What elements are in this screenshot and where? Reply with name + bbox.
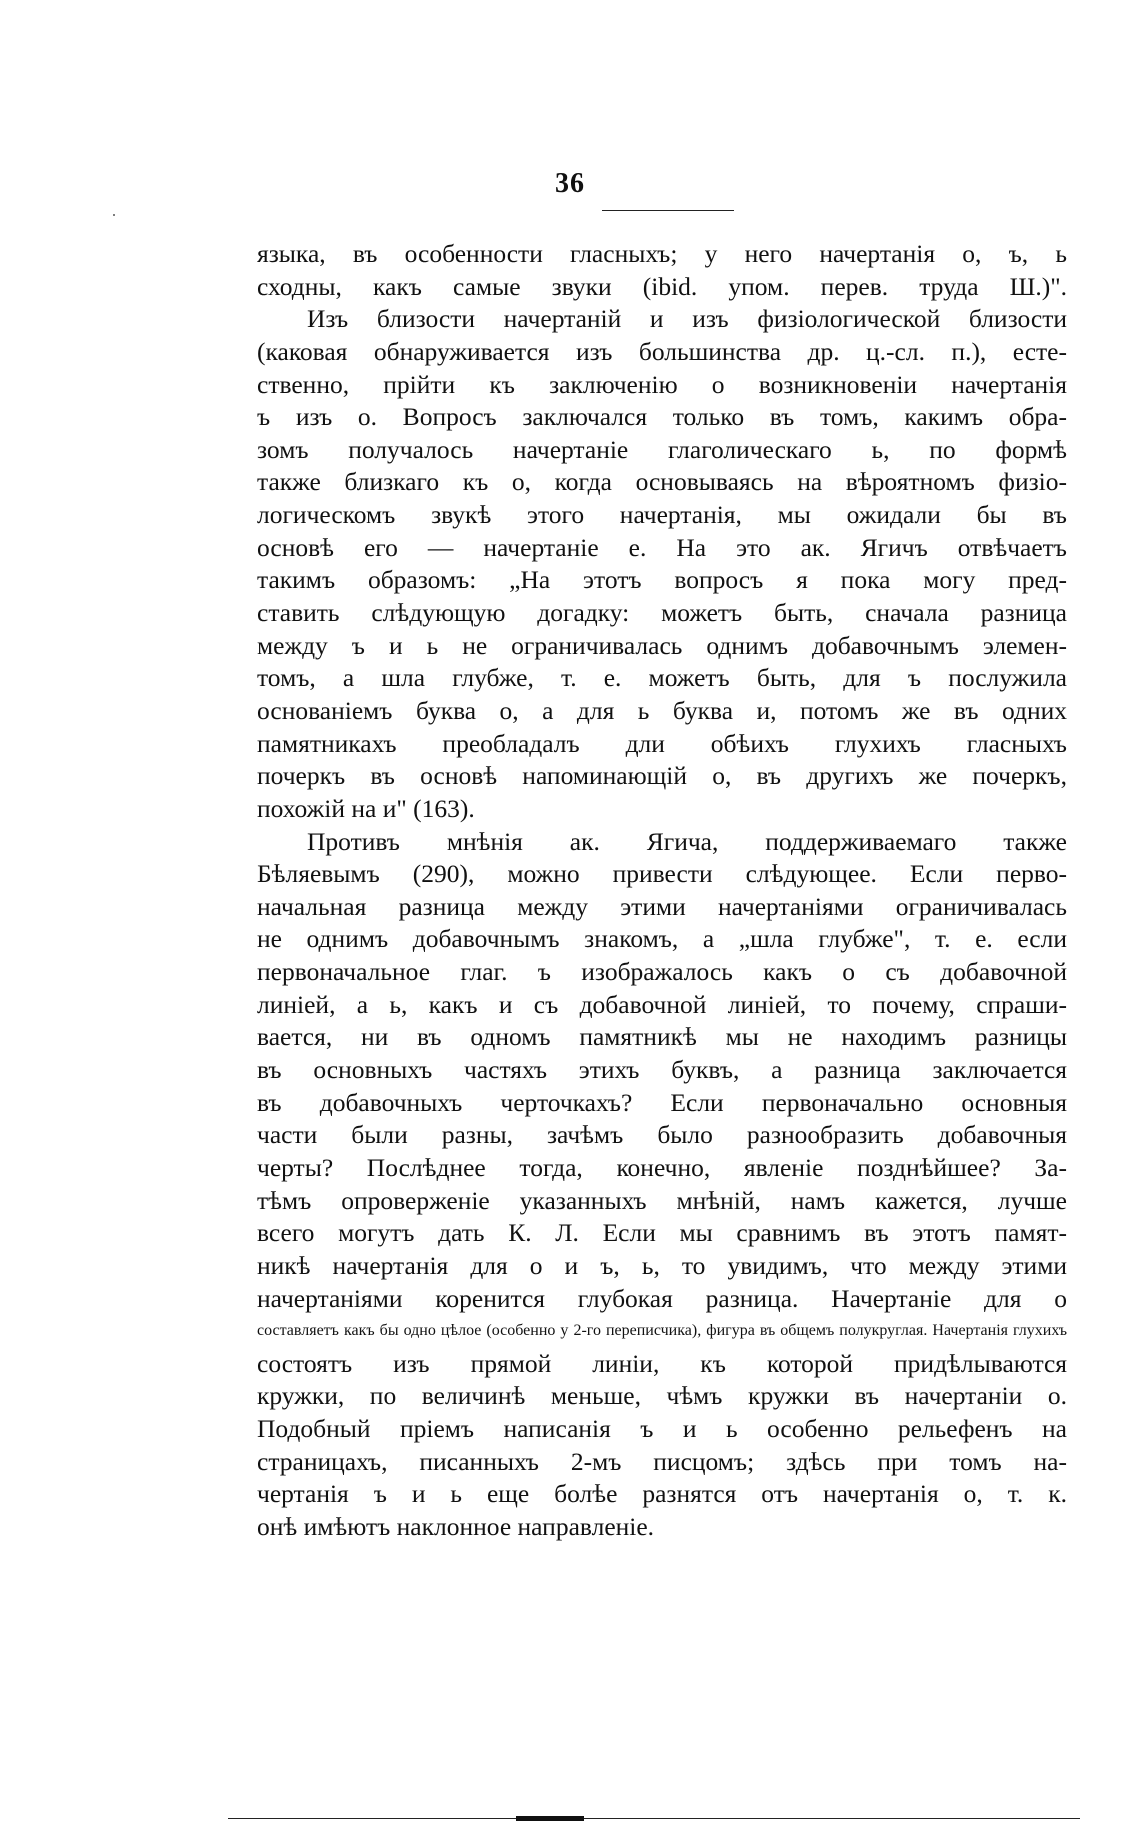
text-line: зомъ получалось начертаніе глаголическаго ь, по формѣ — [257, 434, 1067, 464]
text-line: страницахъ, писанныхъ 2-мъ писцомъ; здѣсь при томъ на- — [257, 1446, 1067, 1476]
text-line: основаніемъ буква о, а для ь буква и, потомъ же въ одних — [257, 695, 1067, 725]
text-line: начертаніями коренится глубокая разница. Начертаніе для о — [257, 1283, 1067, 1313]
text-line: начальная разница между этими начертаніями ограничивалась — [257, 891, 1067, 921]
body-text — [257, 238, 1067, 1544]
text-line: также близкаго къ о, когда основываясь на вѣроятномъ физіо- — [257, 467, 1067, 497]
text-line: томъ, а шла глубже, т. е. можетъ быть, для ъ послужила — [257, 663, 1067, 693]
text-line: части были разны, зачѣмъ было разнообразить добавочныя — [257, 1120, 1067, 1150]
text-line: всего могутъ дать К. Л. Если мы сравнимъ въ этотъ памят- — [257, 1218, 1067, 1248]
footer-mark — [516, 1816, 584, 1821]
text-line: Подобный пріемъ написанія ъ и ь особенно рельефенъ на — [257, 1414, 1067, 1444]
text-line: (каковая обнаруживается изъ большинства др. ц.-сл. п.), есте- — [257, 336, 1067, 366]
text-line: тѣмъ опроверженіе указанныхъ мнѣній, намъ кажется, лучше — [257, 1185, 1067, 1215]
text-line: логическомъ звукѣ этого начертанія, мы ожидали бы въ — [257, 500, 1067, 530]
text-line: языка, въ особенности гласныхъ; у него начертанія о, ъ, ь — [257, 239, 1067, 268]
text-line: линіей, а ь, какъ и съ добавочной линіей, то почему, спраши- — [257, 989, 1067, 1019]
text-line: вается, ни въ одномъ памятникѣ мы не находимъ разницы — [257, 1022, 1067, 1052]
text-line: составляетъ какъ бы одно цѣлое (особенно у 2-го переписчика), фигура въ общемъ полукруглая. Начертанія глухихъ — [257, 1322, 1067, 1340]
text-line: ственно, прійти къ заключенію о возникновеніи начертанія — [257, 369, 1067, 399]
text-line: кружки, по величинѣ меньше, чѣмъ кружки въ начертаніи о. — [257, 1381, 1067, 1411]
text-line: памятникахъ преобладалъ дли обѣихъ глухихъ гласныхъ — [257, 728, 1067, 758]
text-line: между ъ и ь не ограничивалась однимъ добавочнымъ элемен- — [257, 630, 1067, 660]
text-line: ъ изъ о. Вопросъ заключался только въ томъ, какимъ обра- — [257, 402, 1067, 432]
text-line: похожій на и" (163). — [257, 793, 475, 823]
text-line: въ основныхъ частяхъ этихъ буквъ, а разница заключается — [257, 1055, 1067, 1085]
text-line: въ добавочныхъ черточкахъ? Если первоначально основныя — [257, 1087, 1067, 1117]
text-line: черты? Послѣднее тогда, конечно, явленіе позднѣйшее? За- — [257, 1152, 1067, 1182]
header-rule — [602, 210, 734, 211]
text-line: чертанія ъ и ь еще болѣе разнятся отъ начертанія о, т. к. — [257, 1479, 1067, 1509]
text-line: основѣ его — начертаніе е. На это ак. Ягичъ отвѣчаетъ — [257, 532, 1067, 562]
page-number: 36 — [555, 168, 585, 199]
footer-rule — [228, 1818, 1080, 1819]
text-line: не однимъ добавочнымъ знакомъ, а „шла глубже", т. е. если — [257, 924, 1067, 954]
text-line: сходны, какъ самые звуки (ibid. упом. перев. труда Ш.)". — [257, 271, 1067, 301]
text-line: ставить слѣдующую догадку: можетъ быть, сначала разница — [257, 598, 1067, 628]
text-line: такимъ образомъ: „На этотъ вопросъ я пока могу пред- — [257, 565, 1067, 595]
text-line: Противъ мнѣнія ак. Ягича, поддерживаемаго также — [307, 826, 1067, 856]
text-line: первоначальное глаг. ъ изображалось какъ о съ добавочной — [257, 957, 1067, 987]
text-line: никѣ начертанія для о и ъ, ь, то увидимъ, что между этими — [257, 1250, 1067, 1280]
text-line: Бѣляевымъ (290), можно привести слѣдующее. Если перво- — [257, 859, 1067, 889]
text-line: онѣ имѣютъ наклонное направленіе. — [257, 1511, 655, 1541]
text-line: почеркъ въ основѣ напоминающій о, въ другихъ же почеркъ, — [257, 761, 1067, 791]
text-line: состоятъ изъ прямой линіи, къ которой придѣлываются — [257, 1348, 1067, 1378]
print-speck — [113, 214, 115, 216]
text-line: Изъ близости начертаній и изъ физіологической близости — [307, 304, 1067, 334]
